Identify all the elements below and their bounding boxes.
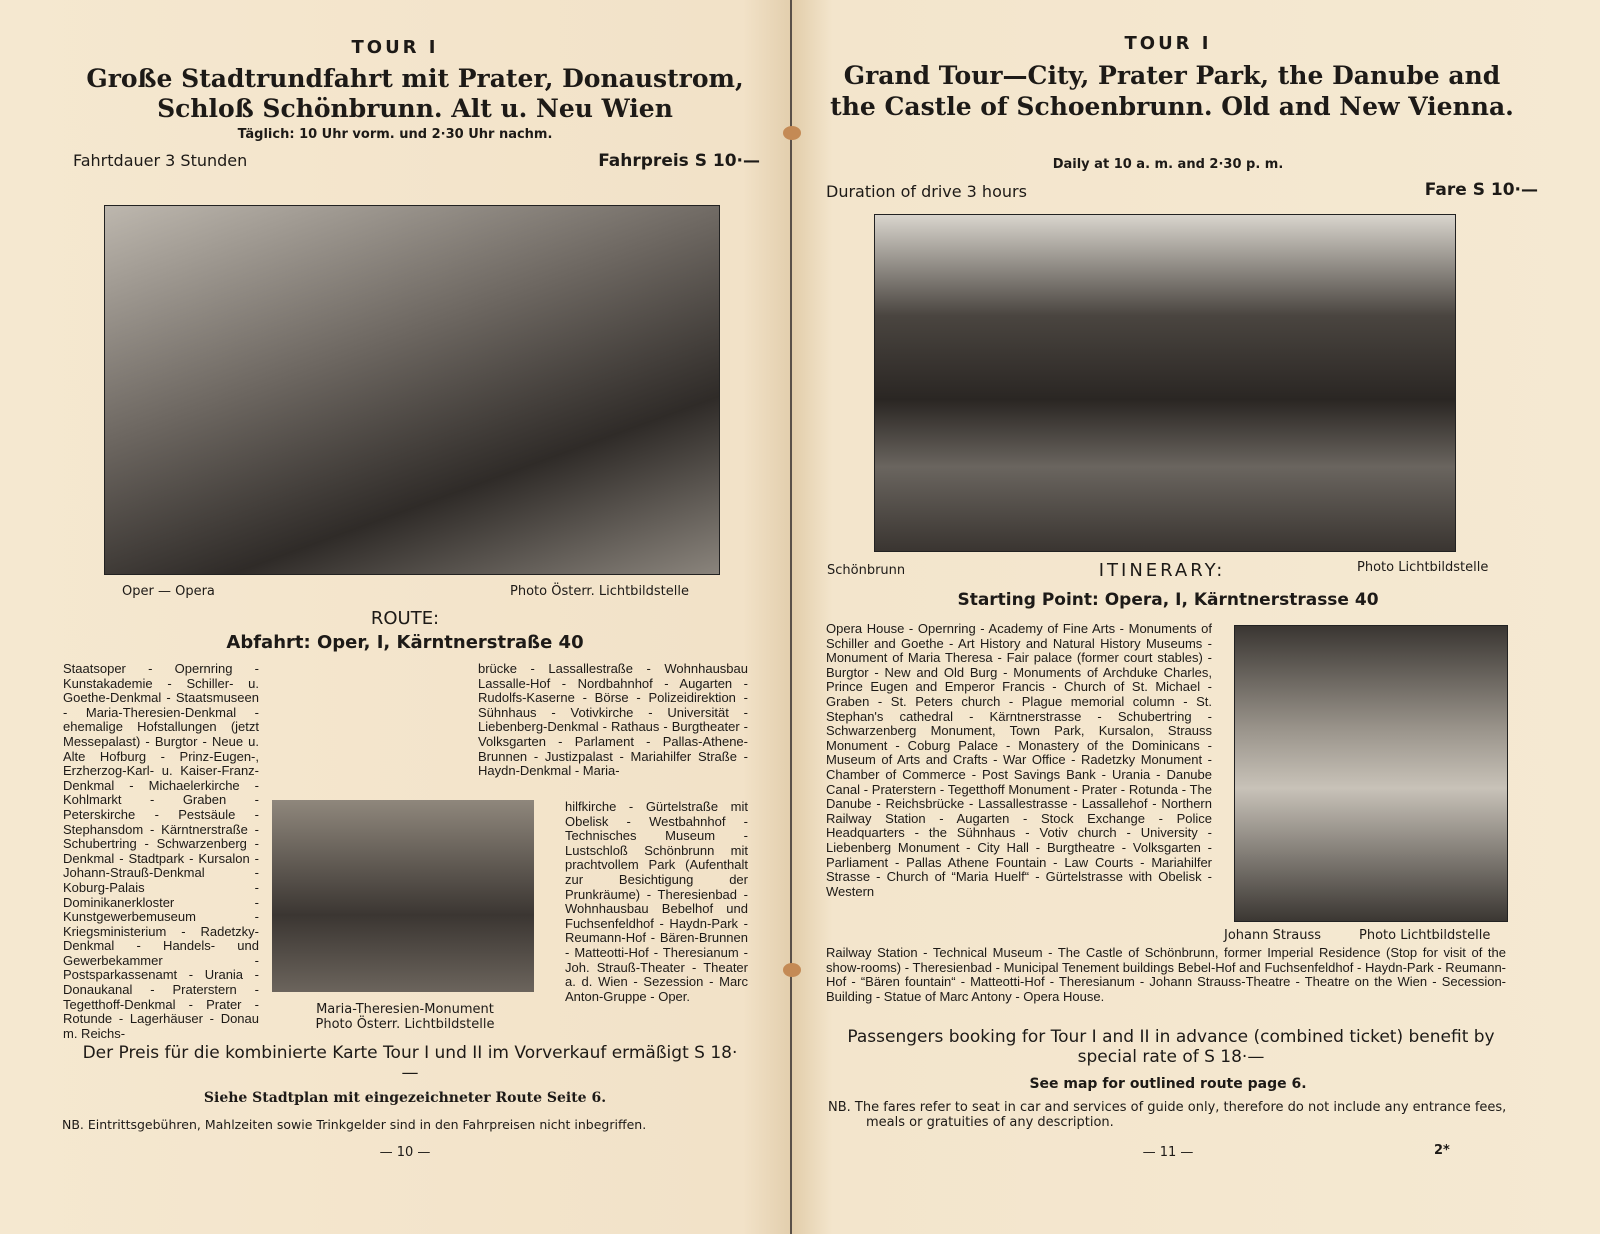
combined-price: Der Preis für die kombinierte Karte Tour I und II im Vorverkauf ermäßigt S 18·— [82,1043,738,1083]
duration: Duration of drive 3 hours [826,182,1027,201]
route-column-2-top: brücke - Lassallestraße - Wohnhausbau Lassalle-Hof - Nordbahnhof - Augarten - Rudolfs-Kaserne - Börse - Polizeidirektion - Sühnhaus - Votivkirche - Universität - Liebenberg-Denkmal - Rathaus - Burgtheater - Volksgarten - Parlament - Pallas-Athene-Brunnen - Justizpalast - Mariahilfer Straße - Haydn-Denkmal - Maria- [478,661,748,779]
photo-credit: Photo Lichtbildstelle [1357,560,1489,575]
fare: Fare S 10·— [1424,180,1538,200]
combined-price: Passengers booking for Tour I and II in advance (combined ticket) benefit by special rate of S 18·— [847,1027,1495,1067]
strauss-monument-photo [1234,625,1508,922]
page-number: — 11 — [1142,1145,1194,1160]
map-note: Siehe Stadtplan mit eingezeichneter Route Seite 6. [203,1090,607,1106]
schedule: Daily at 10 a. m. and 2·30 p. m. [1052,157,1284,172]
itinerary-continued: Railway Station - Technical Museum - The Castle of Schönbrunn, former Imperial Residence (Stop for visit of the show-rooms) - Theresienbad - Municipal Tenement buildings Bebel-Hof and Fuchsenfeldhof - Haydn-Park - Reumann-Hof - “Bären fountain“ - Matteotti-Hof - Theresianum - Johann Strauss-Theatre - Theatre on the Wien - Secession-Building - Statue of Marc Antony - Opera House. [826,945,1506,1004]
page-title: Grand Tour—City, Prater Park, the Danube and the Castle of Schoenbrunn. Old and New Vienna. [830,61,1514,121]
monument-photo [272,800,534,992]
strauss-caption: Johann Strauss [1224,928,1322,943]
right-page [792,0,1600,1234]
map-note: See map for outlined route page 6. [1029,1076,1307,1092]
staple-mark [783,963,801,977]
staple-mark [783,126,801,140]
nb-note: NB. The fares refer to seat in car and services of guide only, therefore do not include any entrance fees, meals or gratuities of any description. [828,1100,1507,1130]
monument-caption: Maria-Theresien-Monument [316,1002,494,1017]
itinerary-heading: ITINERARY: [1098,560,1226,581]
schedule: Täglich: 10 Uhr vorm. und 2·30 Uhr nachm. [237,127,553,142]
strauss-credit: Photo Lichtbildstelle [1359,928,1491,943]
fare: Fahrpreis S 10·— [598,151,760,171]
route-column-2: hilfkirche - Gürtelstraße mit Obelisk - Westbahnhof - Technisches Museum - Lustschloß Schönbrunn mit prachtvollem Park (Aufenthalt zur Besichtigung der Prunkräume) - Theresienbad - Wohnhausbau Bebelhof und Fuchsenfeldhof - Haydn-Park - Reumann-Hof - Bären-Brunnen - Matteotti-Hof - Theresianum - Joh. Strauß-Theater - Theater a. d. Wien - Sezession - Marc Anton-Gruppe - Oper. [565,799,748,1004]
photo-credit: Photo Österr. Lichtbildstelle [510,584,690,599]
page-title: Große Stadtrundfahrt mit Prater, Donaustrom, Schloß Schönbrunn. Alt u. Neu Wien [86,64,744,123]
left-page [0,0,790,1234]
photo-caption: Oper — Opera [122,584,215,599]
starting-point: Starting Point: Opera, I, Kärntnerstrasse 40 [957,590,1379,610]
duration: Fahrtdauer 3 Stunden [73,151,248,170]
route-column-1: Staatsoper - Opernring - Kunstakademie - Schiller- u. Goethe-Denkmal - Staatsmuseen - Maria-Theresien-Denkmal - ehemalige Hofstallungen (jetzt Messepalast) - Burgtor - Neue u. Alte Hofburg - Prinz-Eugen-, Erzherzog-Karl- u. Kaiser-Franz-Denkmal - Michaelerkirche - Kohlmarkt - Graben - Peterskirche - Pestsäule - Stephansdom - Kärntnerstraße - Schubertring - Schwarzenberg - Denkmal - Stadtpark - Kursalon - Johann-Strauß-Denkmal - Koburg-Palais - Dominikanerkloster - Kunstgewerbemuseum - Kriegsministerium - Radetzky-Denkmal - Handels- und Gewerbekammer - Postsparkassenamt - Urania - Donaukanal - Praterstern - Tegetthoff-Denkmal - Prater - Rotunde - Lagerhäuser - Donau m. Reichs- [63,661,259,1041]
departure: Abfahrt: Oper, I, Kärntnerstraße 40 [226,632,584,653]
route-heading: ROUTE: [370,608,440,629]
tour-label: TOUR I [351,37,439,58]
itinerary-text: Opera House - Opernring - Academy of Fine Arts - Monuments of Schiller and Goethe - Art History and Natural History Museums - Monument of Maria Theresa - Fair palace (former court stables) - Burgtor - New and Old Burg - Monuments of Archduke Charles, Prince Eugen and Emperor Francis - Church of St. Michael - Graben - St. Peters church - Plague memorial column - St. Stephan's cathedral - Kärntnerstrasse - Schubertring - Schwarzenberg Monument, Town Park, Kursalon, Strauss Monument - Coburg Palace - Monastery of the Dominicans - Museum of Arts and Crafts - War Office - Radetzky Monument - Chamber of Commerce - Post Savings Bank - Urania - Danube Canal - Praterstern - Tegetthoff Monument - Prater - Rotunda - The Danube - Reichsbrücke - Lassallestrasse - Lassallehof - Northern Railway Station - Augarten - Stock Exchange - Police Headquarters - the Sühnhaus - Votiv church - University - Liebenberg Monument - City Hall - Burgtheatre - Volksgarten - Parliament - Pallas Athene Fountain - Law Courts - Mariahilfer Strasse - Church of “Maria Huelf“ - Gürtelstrasse with Obelisk - Western [826,621,1212,899]
photo-caption: Schönbrunn [827,563,906,578]
page-number: — 10 — [379,1145,431,1160]
schoenbrunn-photo [874,214,1456,552]
opera-photo [104,205,720,575]
monument-credit: Photo Österr. Lichtbildstelle [315,1017,495,1032]
signature-mark: 2* [1434,1143,1450,1158]
tour-label: TOUR I [1124,33,1212,54]
nb-note: NB. Eintrittsgebühren, Mahlzeiten sowie Trinkgelder sind in den Fahrpreisen nicht inbegriffen. [62,1117,647,1132]
